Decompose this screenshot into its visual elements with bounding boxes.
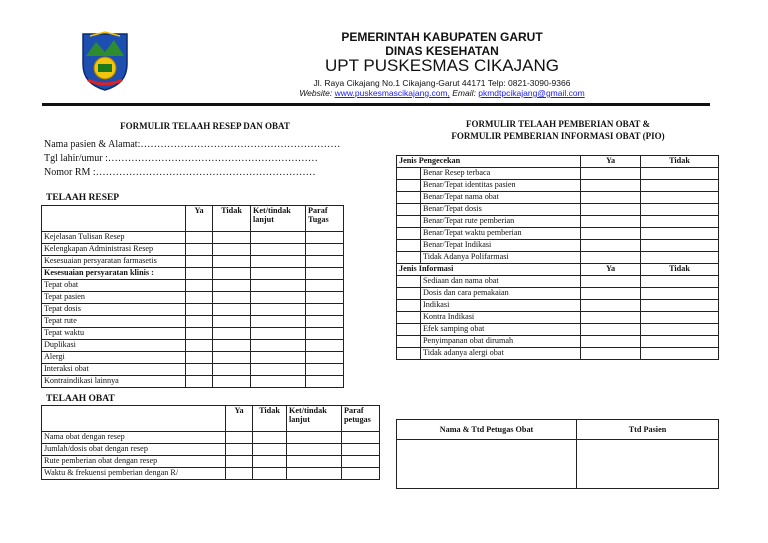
check-header-row-label: Jenis Pengecekan — [397, 156, 581, 168]
klinis-row-input[interactable] — [186, 316, 213, 328]
garut-regency-emblem — [80, 30, 130, 92]
obat-row-input[interactable] — [342, 444, 380, 456]
obat-row-input[interactable] — [287, 456, 342, 468]
obat-row-input[interactable] — [253, 468, 287, 480]
klinis-row-input[interactable] — [213, 364, 251, 376]
header-contact — [262, 88, 622, 98]
klinis-row-input[interactable] — [213, 340, 251, 352]
obat-row-label: Waktu & frekuensi pemberian dengan R/ — [42, 468, 226, 480]
klinis-row-label: Tepat obat — [42, 280, 186, 292]
klinis-row — [42, 340, 344, 352]
resep-row-input[interactable] — [213, 244, 251, 256]
klinis-row-input[interactable] — [306, 280, 344, 292]
klinis-header-input[interactable] — [251, 268, 306, 280]
check-row-number[interactable] — [397, 204, 421, 216]
telaah-obat-title: TELAAH OBAT — [46, 394, 115, 404]
klinis-row-input[interactable] — [251, 280, 306, 292]
obat-row-input[interactable] — [287, 444, 342, 456]
klinis-header-input[interactable] — [213, 268, 251, 280]
check-row-label: Benar Resep terbaca — [421, 168, 581, 180]
check-row-tidak[interactable] — [641, 168, 719, 180]
klinis-row-input[interactable] — [213, 304, 251, 316]
obat-row — [42, 444, 380, 456]
klinis-row-input[interactable] — [213, 280, 251, 292]
klinis-row-input[interactable] — [306, 328, 344, 340]
check-row-tidak[interactable] — [641, 204, 719, 216]
klinis-row-input[interactable] — [306, 364, 344, 376]
obat-row-input[interactable] — [226, 456, 253, 468]
resep-row — [42, 232, 344, 244]
info-row-label: Tidak adanya alergi obat — [421, 348, 581, 360]
resep-row-label: Kesesuaian persyaratan farmasetis — [42, 256, 186, 268]
check-row-ya[interactable] — [581, 216, 641, 228]
klinis-row-input[interactable] — [186, 376, 213, 388]
header-divider — [42, 103, 710, 106]
info-row-tidak[interactable] — [641, 324, 719, 336]
obat-row-input[interactable] — [342, 456, 380, 468]
info-row-ya[interactable] — [581, 312, 641, 324]
check-row-label: Benar/Tepat Indikasi — [421, 240, 581, 252]
klinis-row-label: Duplikasi — [42, 340, 186, 352]
klinis-row-input[interactable] — [186, 352, 213, 364]
check-row — [397, 240, 719, 252]
klinis-row-input[interactable] — [251, 340, 306, 352]
check-row-tidak[interactable] — [641, 240, 719, 252]
resep-row-input[interactable] — [251, 232, 306, 244]
check-header-row — [397, 156, 719, 168]
klinis-row-label: Tepat waktu — [42, 328, 186, 340]
info-row — [397, 276, 719, 288]
obat-row-input[interactable] — [342, 432, 380, 444]
website-link[interactable]: www.puskesmascikajang.com, — [334, 88, 450, 98]
resep-row-input[interactable] — [186, 244, 213, 256]
check-row-ya[interactable] — [581, 240, 641, 252]
patient-name-field[interactable]: Nama pasien & Alamat:…………………………………………………… — [44, 139, 341, 150]
header-address: Jl. Raya Cikajang No.1 Cikajang-Garut 44171 Telp: 0821-3090-9366 — [313, 78, 571, 88]
check-row — [397, 168, 719, 180]
klinis-row-label: Tepat dosis — [42, 304, 186, 316]
info-row-number[interactable] — [397, 312, 421, 324]
klinis-row-input[interactable] — [306, 292, 344, 304]
obat-header-tidak: Tidak — [253, 406, 287, 432]
info-row-ya[interactable] — [581, 336, 641, 348]
check-row-ya[interactable] — [581, 180, 641, 192]
check-row-label: Benar/Tepat waktu pemberian — [421, 228, 581, 240]
obat-header-ket: Ket/tindak lanjut — [287, 406, 342, 432]
check-row-ya[interactable] — [581, 204, 641, 216]
check-row-tidak[interactable] — [641, 228, 719, 240]
resep-row-input[interactable] — [306, 232, 344, 244]
check-row-number[interactable] — [397, 192, 421, 204]
check-row-number[interactable] — [397, 228, 421, 240]
obat-row-input[interactable] — [253, 456, 287, 468]
header-puskesmas: UPT PUSKESMAS CIKAJANG — [325, 56, 559, 75]
resep-header-ya: Ya — [186, 206, 213, 232]
info-row-number[interactable] — [397, 336, 421, 348]
klinis-row-input[interactable] — [213, 376, 251, 388]
obat-row-input[interactable] — [226, 444, 253, 456]
header-government: PEMERINTAH KABUPATEN GARUT — [341, 30, 543, 44]
resep-row — [42, 256, 344, 268]
klinis-row-label: Kontraindikasi lainnya — [42, 376, 186, 388]
klinis-row-input[interactable] — [213, 292, 251, 304]
klinis-row-input[interactable] — [306, 352, 344, 364]
info-row-label: Dosis dan cara pemakaian — [421, 288, 581, 300]
info-row — [397, 300, 719, 312]
check-row — [397, 180, 719, 192]
klinis-row-input[interactable] — [306, 376, 344, 388]
resep-row-input[interactable] — [251, 244, 306, 256]
resep-row-input[interactable] — [306, 256, 344, 268]
info-row-number[interactable] — [397, 348, 421, 360]
check-row — [397, 252, 719, 264]
info-row-number[interactable] — [397, 288, 421, 300]
info-row-label: Indikasi — [421, 300, 581, 312]
klinis-row-input[interactable] — [213, 328, 251, 340]
klinis-header-input[interactable] — [306, 268, 344, 280]
info-header-row-ya: Ya — [581, 264, 641, 276]
info-row-ya[interactable] — [581, 300, 641, 312]
check-row-ya[interactable] — [581, 192, 641, 204]
telaah-resep-title: TELAAH RESEP — [46, 193, 120, 203]
pengecekan-table — [396, 155, 719, 360]
website-label: Website: — [299, 88, 333, 98]
check-row-number[interactable] — [397, 216, 421, 228]
check-row — [397, 192, 719, 204]
klinis-row — [42, 316, 344, 328]
klinis-row-input[interactable] — [306, 304, 344, 316]
obat-row — [42, 432, 380, 444]
check-row — [397, 204, 719, 216]
obat-row-input[interactable] — [226, 432, 253, 444]
info-row-ya[interactable] — [581, 288, 641, 300]
check-row-ya[interactable] — [581, 168, 641, 180]
email-label: Email: — [452, 88, 476, 98]
klinis-row-label: Tepat pasien — [42, 292, 186, 304]
obat-row-input[interactable] — [226, 468, 253, 480]
resep-row-input[interactable] — [251, 256, 306, 268]
check-row-number[interactable] — [397, 180, 421, 192]
klinis-row-input[interactable] — [213, 352, 251, 364]
klinis-row-input[interactable] — [251, 316, 306, 328]
klinis-row-input[interactable] — [251, 364, 306, 376]
check-row-number[interactable] — [397, 252, 421, 264]
check-row-number[interactable] — [397, 240, 421, 252]
resep-row-input[interactable] — [186, 232, 213, 244]
obat-header-paraf: Paraf petugas — [342, 406, 380, 432]
sign-box-pasien[interactable] — [577, 440, 719, 489]
check-row-label: Benar/Tepat rute pemberian — [421, 216, 581, 228]
header-department: DINAS KESEHATAN — [385, 44, 499, 58]
info-row-number[interactable] — [397, 300, 421, 312]
klinis-row-input[interactable] — [306, 316, 344, 328]
klinis-row-input[interactable] — [306, 340, 344, 352]
info-row-ya[interactable] — [581, 276, 641, 288]
resep-row — [42, 244, 344, 256]
check-row-label: Benar/Tepat identitas pasien — [421, 180, 581, 192]
resep-header-item — [42, 206, 186, 232]
klinis-row-input[interactable] — [186, 280, 213, 292]
obat-row-input[interactable] — [253, 432, 287, 444]
info-header-row-label: Jenis Informasi — [397, 264, 581, 276]
check-row-tidak[interactable] — [641, 216, 719, 228]
klinis-row-label: Alergi — [42, 352, 186, 364]
klinis-row — [42, 304, 344, 316]
resep-row-label: Kejelasan Tulisan Resep — [42, 232, 186, 244]
info-row-ya[interactable] — [581, 324, 641, 336]
obat-header-ya: Ya — [226, 406, 253, 432]
klinis-row-input[interactable] — [186, 364, 213, 376]
obat-row-input[interactable] — [342, 468, 380, 480]
birth-date-field[interactable]: Tgl lahir/umur :……………………………………………………… — [44, 153, 318, 164]
resep-header-paraf: Paraf Tugas — [306, 206, 344, 232]
check-row — [397, 228, 719, 240]
check-row-tidak[interactable] — [641, 180, 719, 192]
check-header-row-tidak: Tidak — [641, 156, 719, 168]
obat-row-label: Nama obat dengan resep — [42, 432, 226, 444]
check-row-tidak[interactable] — [641, 192, 719, 204]
telaah-resep-table — [41, 205, 344, 388]
check-header-row-ya: Ya — [581, 156, 641, 168]
resep-row-input[interactable] — [213, 232, 251, 244]
info-row — [397, 348, 719, 360]
info-row-tidak[interactable] — [641, 288, 719, 300]
klinis-row-input[interactable] — [251, 304, 306, 316]
sign-header-petugas: Nama & Ttd Petugas Obat — [397, 420, 577, 440]
resep-row-input[interactable] — [306, 244, 344, 256]
resep-header-ket: Ket/tindak lanjut — [251, 206, 306, 232]
sign-box-petugas[interactable] — [397, 440, 577, 489]
info-row-label: Sediaan dan nama obat — [421, 276, 581, 288]
obat-row-label: Rute pemberian obat dengan resep — [42, 456, 226, 468]
resep-row-input[interactable] — [186, 256, 213, 268]
check-row-number[interactable] — [397, 168, 421, 180]
rm-number-field[interactable]: Nomor RM :………………………………………………………… — [44, 167, 316, 178]
klinis-row — [42, 376, 344, 388]
klinis-row-input[interactable] — [251, 352, 306, 364]
klinis-row — [42, 292, 344, 304]
info-header-row-tidak: Tidak — [641, 264, 719, 276]
obat-row-input[interactable] — [287, 432, 342, 444]
klinis-row — [42, 364, 344, 376]
klinis-label: Kesesuaian persyaratan klinis : — [42, 268, 186, 280]
email-link[interactable]: pkmdtpcikajang@gmail.com — [478, 88, 585, 98]
info-row-tidak[interactable] — [641, 336, 719, 348]
klinis-row-input[interactable] — [186, 328, 213, 340]
klinis-row-label: Tepat rute — [42, 316, 186, 328]
klinis-header-input[interactable] — [186, 268, 213, 280]
info-row-tidak[interactable] — [641, 276, 719, 288]
klinis-row-label: Interaksi obat — [42, 364, 186, 376]
resep-row-label: Kelengkapan Administrasi Resep — [42, 244, 186, 256]
info-row-label: Kontra Indikasi — [421, 312, 581, 324]
klinis-row — [42, 352, 344, 364]
check-row — [397, 216, 719, 228]
obat-row-input[interactable] — [287, 468, 342, 480]
info-row-ya[interactable] — [581, 348, 641, 360]
check-row-ya[interactable] — [581, 228, 641, 240]
obat-row — [42, 456, 380, 468]
klinis-row-input[interactable] — [186, 340, 213, 352]
klinis-row-input[interactable] — [186, 304, 213, 316]
klinis-header-row — [42, 268, 344, 280]
info-row-label: Penyimpanan obat dirumah — [421, 336, 581, 348]
info-row-tidak[interactable] — [641, 312, 719, 324]
info-row — [397, 312, 719, 324]
check-row-label: Benar/Tepat nama obat — [421, 192, 581, 204]
info-row — [397, 288, 719, 300]
right-form-title-line1: FORMULIR TELAAH PEMBERIAN OBAT & — [465, 119, 651, 129]
klinis-row-input[interactable] — [213, 316, 251, 328]
telaah-obat-table — [41, 405, 380, 480]
info-row-tidak[interactable] — [641, 300, 719, 312]
sign-header-pasien: Ttd Pasien — [577, 420, 719, 440]
info-row-label: Efek samping obat — [421, 324, 581, 336]
info-row — [397, 324, 719, 336]
klinis-row-input[interactable] — [251, 292, 306, 304]
klinis-row-input[interactable] — [251, 328, 306, 340]
right-form-title-line2: FORMULIR PEMBERIAN INFORMASI OBAT (PIO) — [451, 131, 665, 141]
signature-table — [396, 419, 719, 489]
klinis-row — [42, 280, 344, 292]
klinis-row-input[interactable] — [186, 292, 213, 304]
info-row-number[interactable] — [397, 276, 421, 288]
klinis-row-input[interactable] — [251, 376, 306, 388]
info-row-tidak[interactable] — [641, 348, 719, 360]
resep-row-input[interactable] — [213, 256, 251, 268]
info-row — [397, 336, 719, 348]
obat-row-input[interactable] — [253, 444, 287, 456]
klinis-row — [42, 328, 344, 340]
check-row-label: Benar/Tepat dosis — [421, 204, 581, 216]
info-header-row — [397, 264, 719, 276]
left-form-title: FORMULIR TELAAH RESEP DAN OBAT — [120, 121, 290, 131]
check-row-ya[interactable] — [581, 252, 641, 264]
resep-header-tidak: Tidak — [213, 206, 251, 232]
check-row-tidak[interactable] — [641, 252, 719, 264]
info-row-number[interactable] — [397, 324, 421, 336]
obat-header-item — [42, 406, 226, 432]
obat-row-label: Jumlah/dosis obat dengan resep — [42, 444, 226, 456]
check-row-label: Tidak Adanya Polifarmasi — [421, 252, 581, 264]
obat-row — [42, 468, 380, 480]
